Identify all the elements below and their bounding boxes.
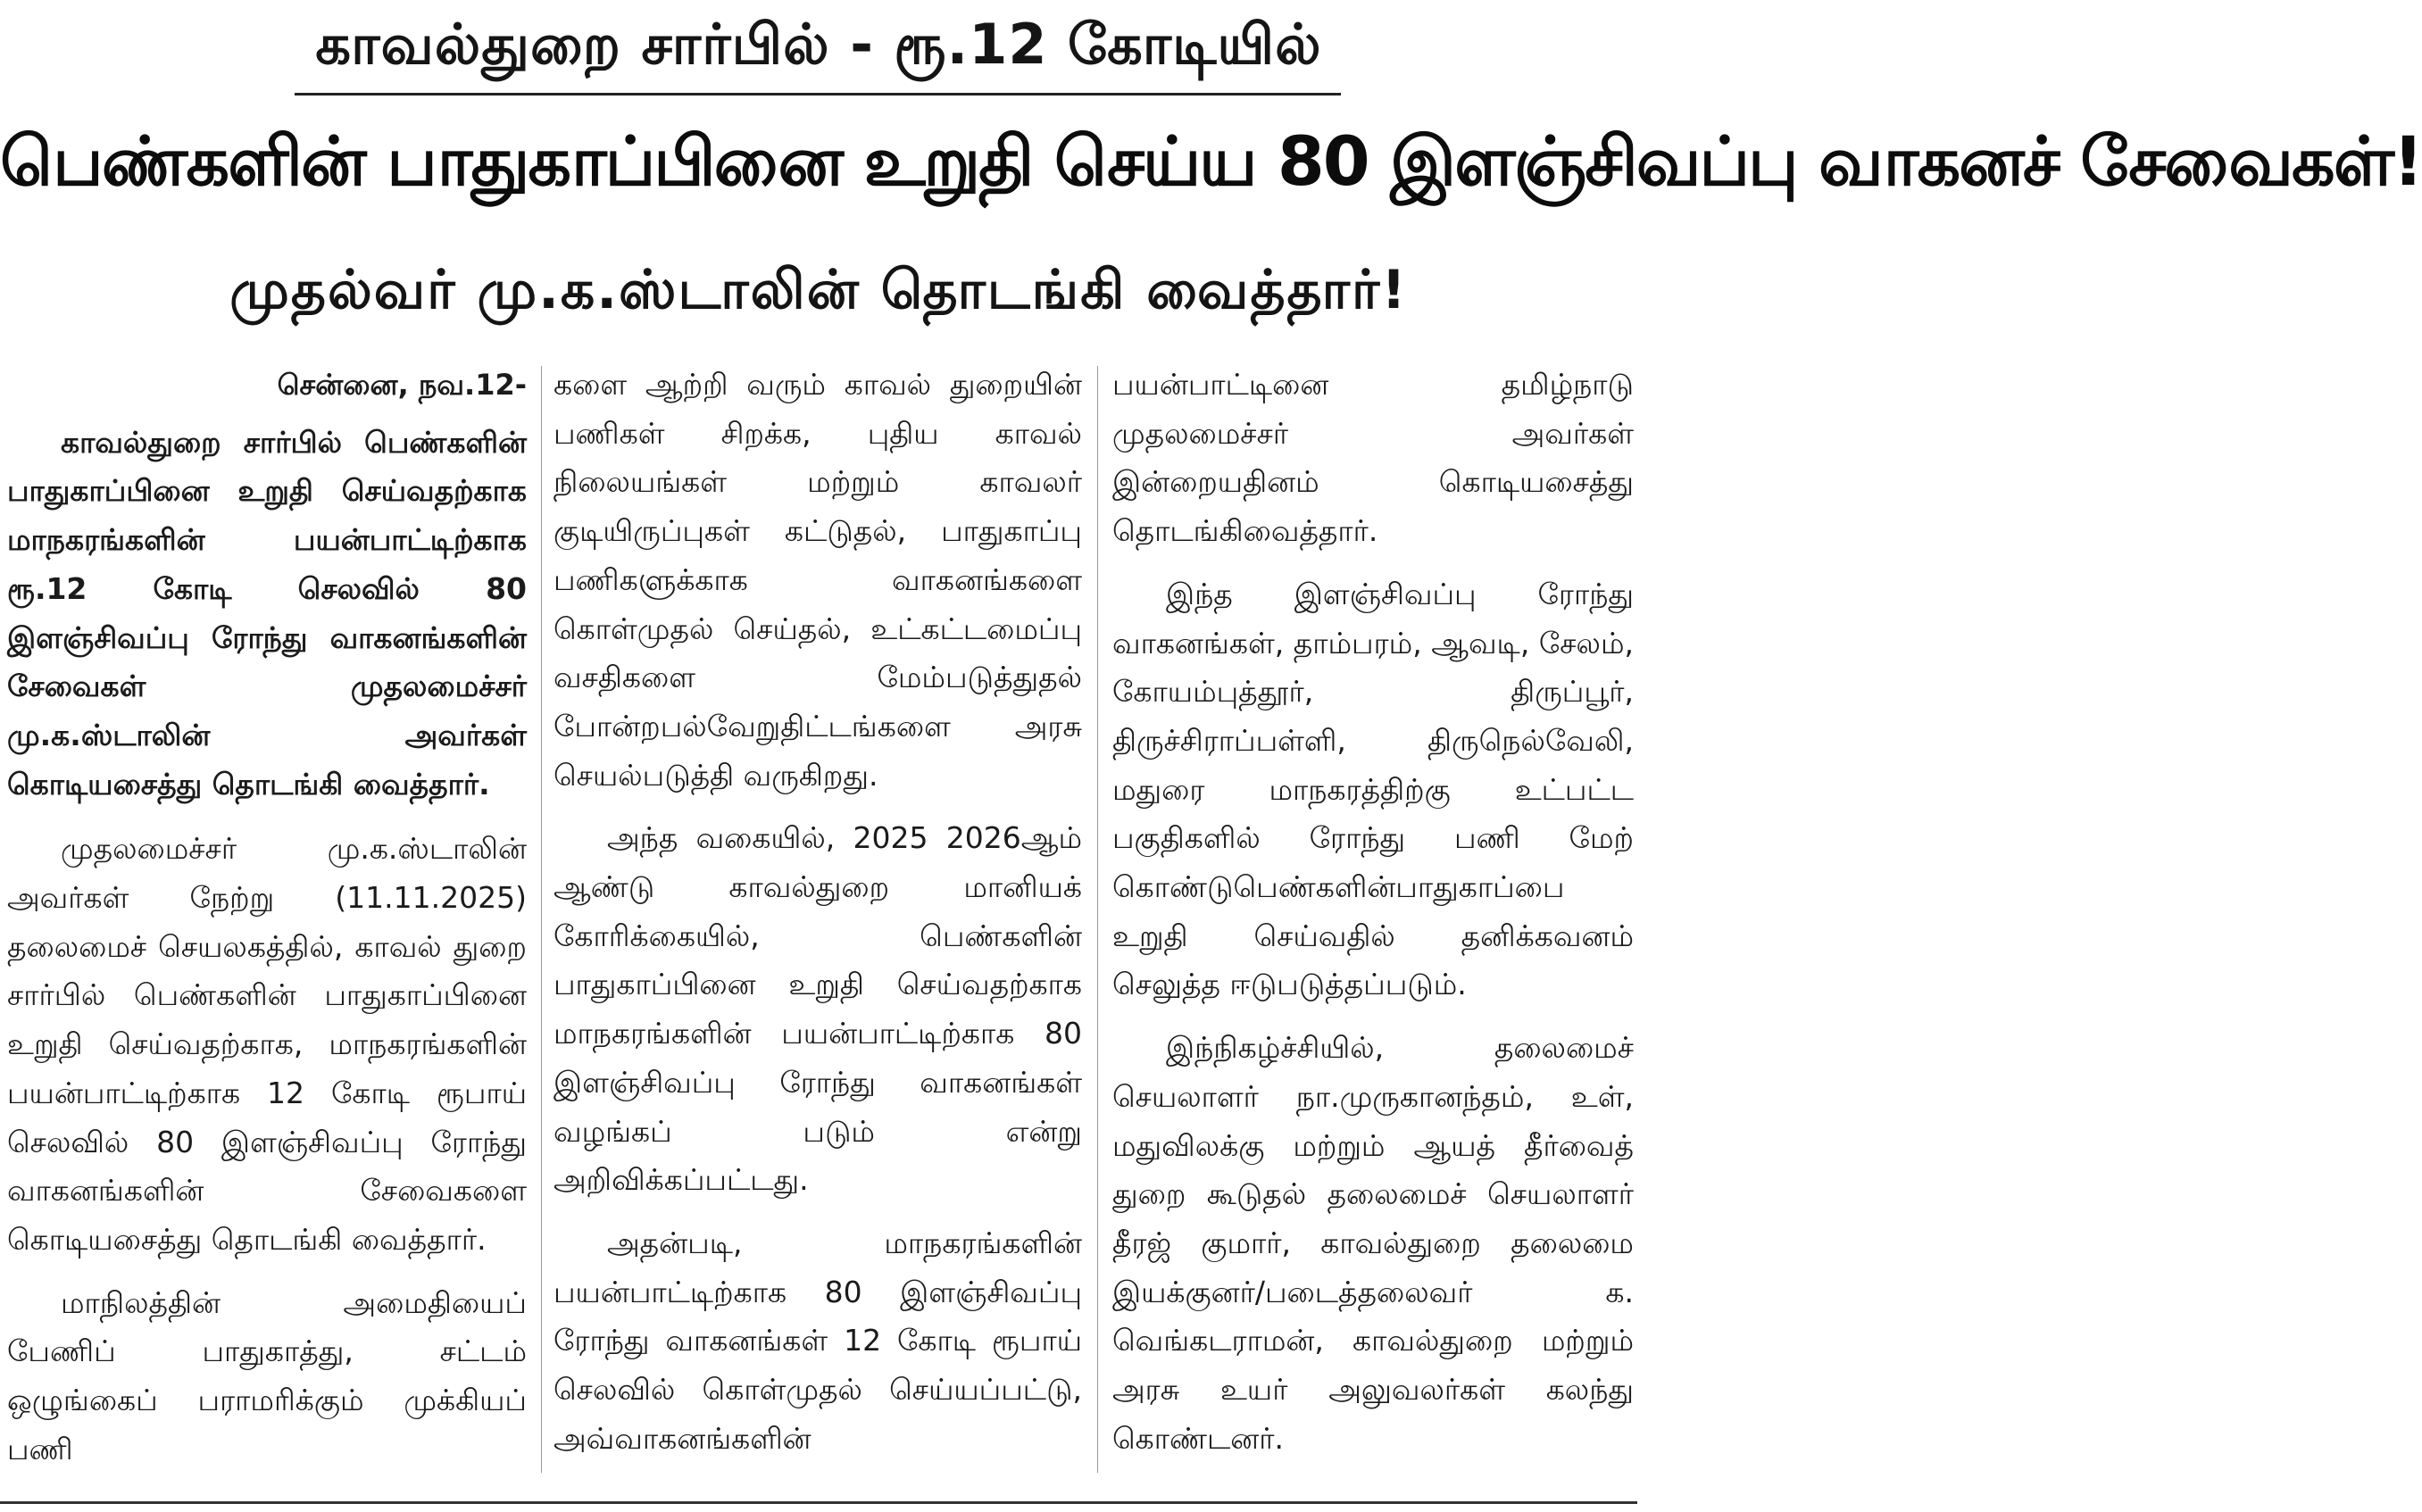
column-1	[7, 361, 527, 1494]
body-paragraph: பயன்பாட்டினை தமிழ்நாடு முதலமைச்சர் அவர்கள் இன்றையதினம் கொடியசைத்து தொடங்கிவைத்தார்.	[1112, 367, 1634, 549]
lead-paragraph: காவல்துறை சார்பில் பெண்களின் பாதுகாப்பினை உறுதி செய்வதற்காக மாநகரங்களின் பயன்பாட்டிற்காக ரூ.12 கோடி செலவில் 80 இளஞ்சிவப்பு ரோந்து வாகனங்களின் சேவைகள் முதலமைச்சர் மு.க.ஸ்டாலின் அவர்கள் கொடியசைத்து தொடங்கி வைத்தார்.	[7, 424, 527, 802]
body-paragraph: மாநிலத்தின் அமைதியைப் பேணிப் பாதுகாத்து, சட்டம் ஒழுங்கைப் பராமரிக்கும் முக்கியப் பணி	[7, 1284, 527, 1466]
body-paragraph: இந்நிகழ்ச்சியில், தலைமைச் செயலாளர் நா.முருகானந்தம், உள், மதுவிலக்கு மற்றும் ஆயத் தீர்வைத் துறை கூடுதல் தலைமைச் செயலாளர் தீரஜ் குமார், காவல்துறை தலைமை இயக்குனர்/படைத்தலைவர் க. வெங்கடராமன், காவல்துறை மற்றும் அரசு உயர் அலுவலர்கள் கலந்து கொண்டனர்.	[1112, 1030, 1634, 1456]
dateline: சென்னை, நவ.12-	[277, 368, 527, 402]
article-kicker: காவல்துறை சார்பில் - ரூ.12 கோடியில்	[315, 12, 1322, 77]
bottom-divider	[0, 1501, 1637, 1504]
column-2	[553, 361, 1082, 1494]
article-subhead: முதல்வர் மு.க.ஸ்டாலின் தொடங்கி வைத்தார்!	[229, 259, 1408, 321]
body-paragraph: களை ஆற்றி வரும் காவல் துறையின் பணிகள் சிறக்க, புதிய காவல் நிலையங்கள் மற்றும் காவலர் குடியிருப்புகள் கட்டுதல், பாதுகாப்பு பணிகளுக்காக வாகனங்களை கொள்முதல் செய்தல், உட்கட்டமைப்பு வசதிகளை மேம்படுத்துதல் போன்றபல்வேறுதிட்டங்களை அரசு செயல்படுத்தி வருகிறது.	[553, 367, 1082, 793]
body-paragraph: அதன்படி, மாநகரங்களின் பயன்பாட்டிற்காக 80 இளஞ்சிவப்பு ரோந்து வாகனங்கள் 12 கோடி ரூபாய் செலவில் கொள்முதல் செய்யப்பட்டு, அவ்வாகனங்களின்	[553, 1225, 1082, 1456]
column-divider	[1097, 366, 1098, 1473]
body-paragraph: முதலமைச்சர் மு.க.ஸ்டாலின் அவர்கள் நேற்று (11.11.2025) தலைமைச் செயலகத்தில், காவல் துறை சார்பில் பெண்களின் பாதுகாப்பினை உறுதி செய்வதற்காக, மாநகரங்களின் பயன்பாட்டிற்காக 12 கோடி ரூபாய் செலவில் 80 இளஞ்சிவப்பு ரோந்து வாகனங்களின் சேவைகளை கொடியசைத்து தொடங்கி வைத்தார்.	[7, 831, 527, 1257]
article-headline: பெண்களின் பாதுகாப்பினை உறுதி செய்ய 80 இளஞ்சிவப்பு வாகனச் சேவைகள்!	[0, 121, 2422, 201]
column-3	[1112, 361, 1634, 1494]
body-paragraph: அந்த வகையில், 2025 2026ஆம் ஆண்டு காவல்துறை மானியக் கோரிக்கையில், பெண்களின் பாதுகாப்பினை உறுதி செய்வதற்காக மாநகரங்களின் பயன்பாட்டிற்காக 80 இளஞ்சிவப்பு ரோந்து வாகனங்கள் வழங்கப் படும் என்று அறிவிக்கப்பட்டது.	[553, 820, 1082, 1198]
column-divider	[541, 366, 542, 1473]
body-paragraph: இந்த இளஞ்சிவப்பு ரோந்து வாகனங்கள், தாம்பரம், ஆவடி, சேலம், கோயம்புத்தூர், திருப்பூர், திருச்சிராப்பள்ளி, திருநெல்வேலி, மதுரை மாநகரத்திற்கு உட்பட்ட பகுதிகளில் ரோந்து பணி மேற் கொண்டுபெண்களின்பாதுகாப்பை உறுதி செய்வதில் தனிக்கவனம் செலுத்த ஈடுபடுத்தப்படும்.	[1112, 576, 1634, 1002]
kicker-divider	[295, 93, 1341, 96]
